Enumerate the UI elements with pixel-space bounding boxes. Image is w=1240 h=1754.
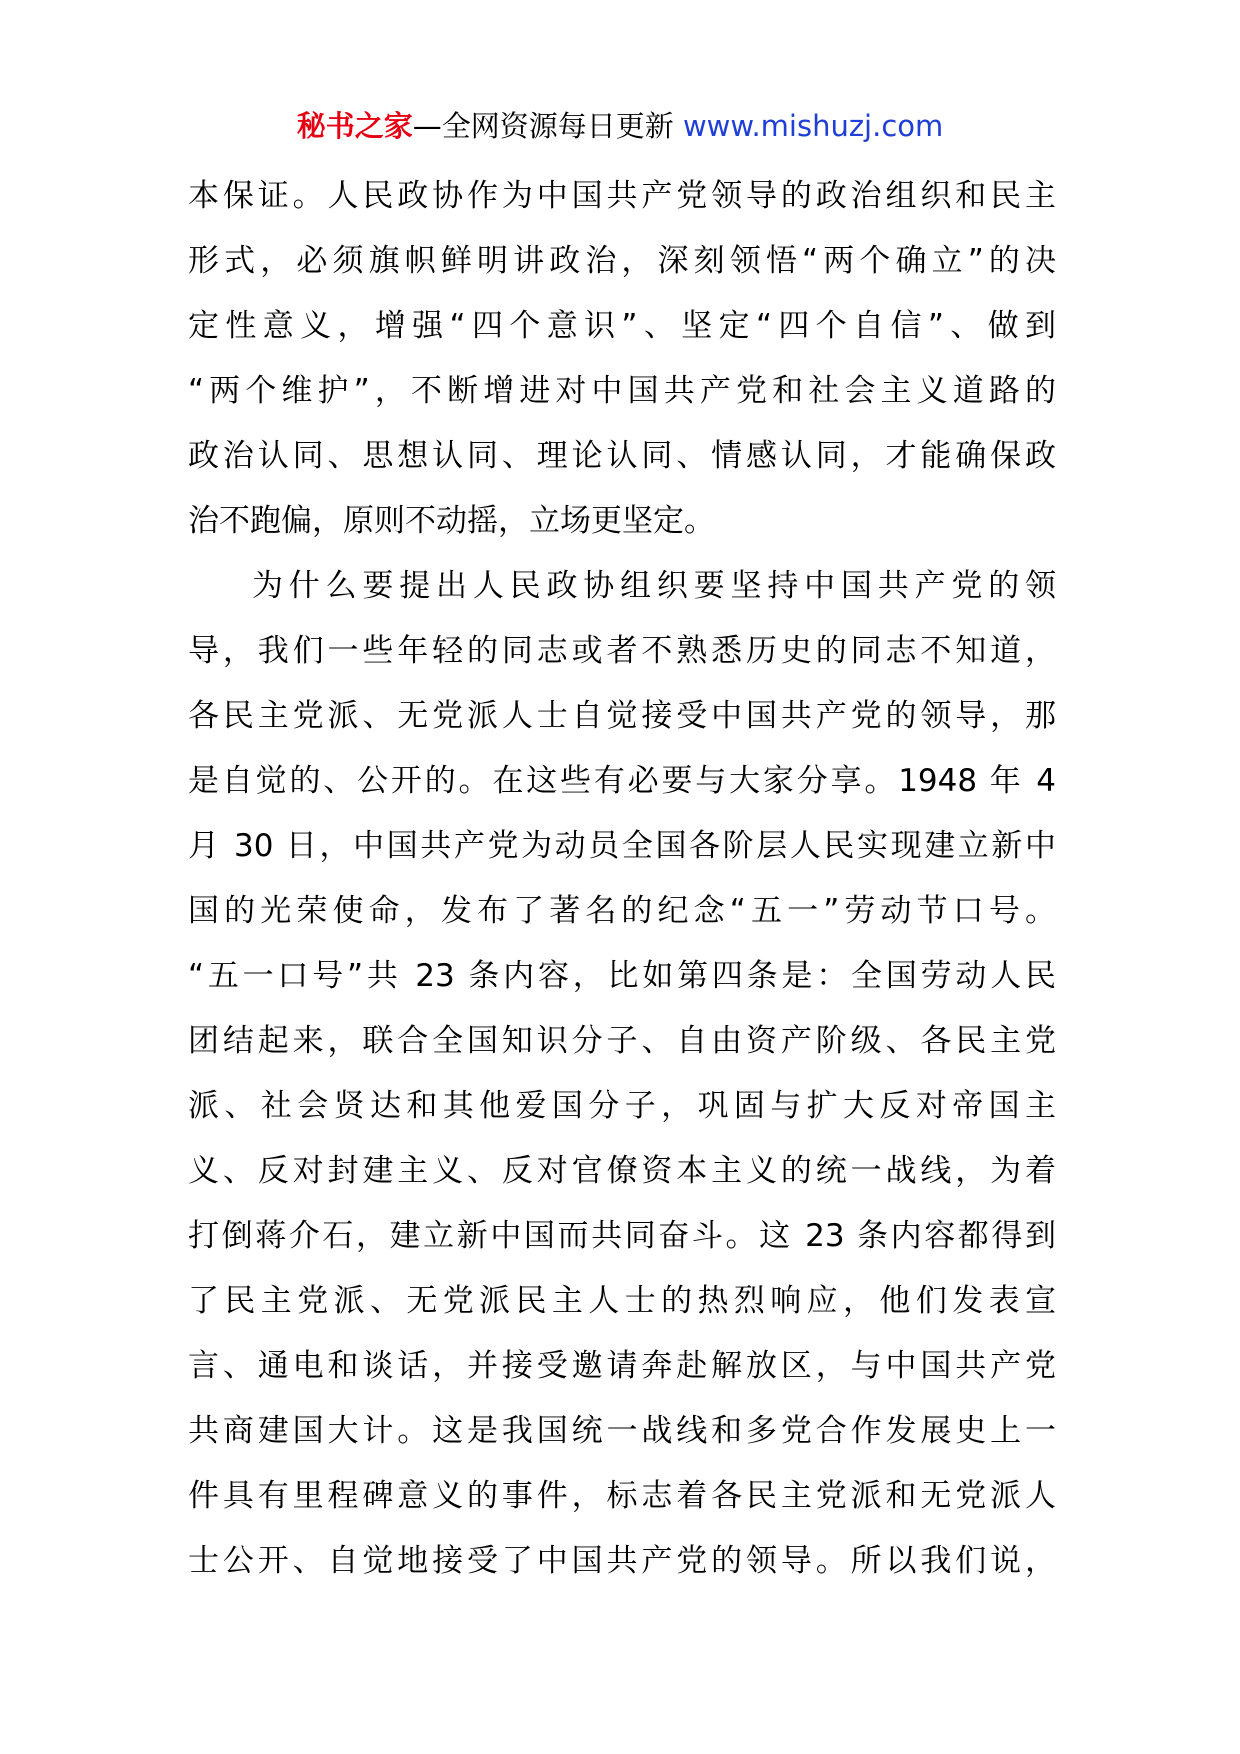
text-line: “五一口号”共 23 条内容，比如第四条是：全国劳动人民	[188, 958, 1056, 994]
text-line: 形式，必须旗帜鲜明讲政治，深刻领悟“两个确立”的决	[188, 243, 1056, 279]
text-line: 本保证。人民政协作为中国共产党领导的政治组织和民主	[188, 178, 1056, 214]
text-line: 政治认同、思想认同、理论认同、情感认同，才能确保政	[188, 438, 1056, 474]
text-line: 团结起来，联合全国知识分子、自由资产阶级、各民主党	[188, 1023, 1056, 1059]
text-line: 国的光荣使命，发布了著名的纪念“五一”劳动节口号。	[188, 893, 1056, 929]
paragraph-1	[188, 164, 1056, 554]
paragraph-2	[188, 554, 1056, 1594]
text-line: 士公开、自觉地接受了中国共产党的领导。所以我们说，	[188, 1543, 1056, 1579]
text-line: 各民主党派、无党派人士自觉接受中国共产党的领导，那	[188, 698, 1056, 734]
text-line: 言、通电和谈话，并接受邀请奔赴解放区，与中国共产党	[188, 1348, 1056, 1384]
site-tagline: —全网资源每日更新	[412, 109, 674, 143]
text-line: 了民主党派、无党派民主人士的热烈响应，他们发表宣	[188, 1283, 1056, 1319]
text-line: “两个维护”，不断增进对中国共产党和社会主义道路的	[188, 373, 1056, 409]
text-line: 件具有里程碑意义的事件，标志着各民主党派和无党派人	[188, 1478, 1056, 1514]
text-line: 月 30 日，中国共产党为动员全国各阶层人民实现建立新中	[188, 828, 1056, 864]
page-header	[0, 104, 1240, 148]
text-line: 共商建国大计。这是我国统一战线和多党合作发展史上一	[188, 1413, 1056, 1449]
site-brand: 秘书之家	[296, 109, 413, 143]
site-url-link[interactable]: www.mishuzj.com	[682, 109, 944, 143]
text-line: 治不跑偏，原则不动摇，立场更坚定。	[188, 503, 715, 539]
text-line: 派、社会贤达和其他爱国分子，巩固与扩大反对帝国主	[188, 1088, 1056, 1124]
document-body	[188, 164, 1056, 1594]
text-line: 打倒蒋介石，建立新中国而共同奋斗。这 23 条内容都得到	[188, 1218, 1056, 1254]
text-line: 为什么要提出人民政协组织要坚持中国共产党的领	[252, 568, 1056, 604]
text-line: 是自觉的、公开的。在这些有必要与大家分享。1948 年 4	[188, 763, 1056, 799]
text-line: 义、反对封建主义、反对官僚资本主义的统一战线，为着	[188, 1153, 1056, 1189]
text-line: 定性意义，增强“四个意识”、坚定“四个自信”、做到	[188, 308, 1056, 344]
text-line: 导，我们一些年轻的同志或者不熟悉历史的同志不知道，	[188, 633, 1056, 669]
